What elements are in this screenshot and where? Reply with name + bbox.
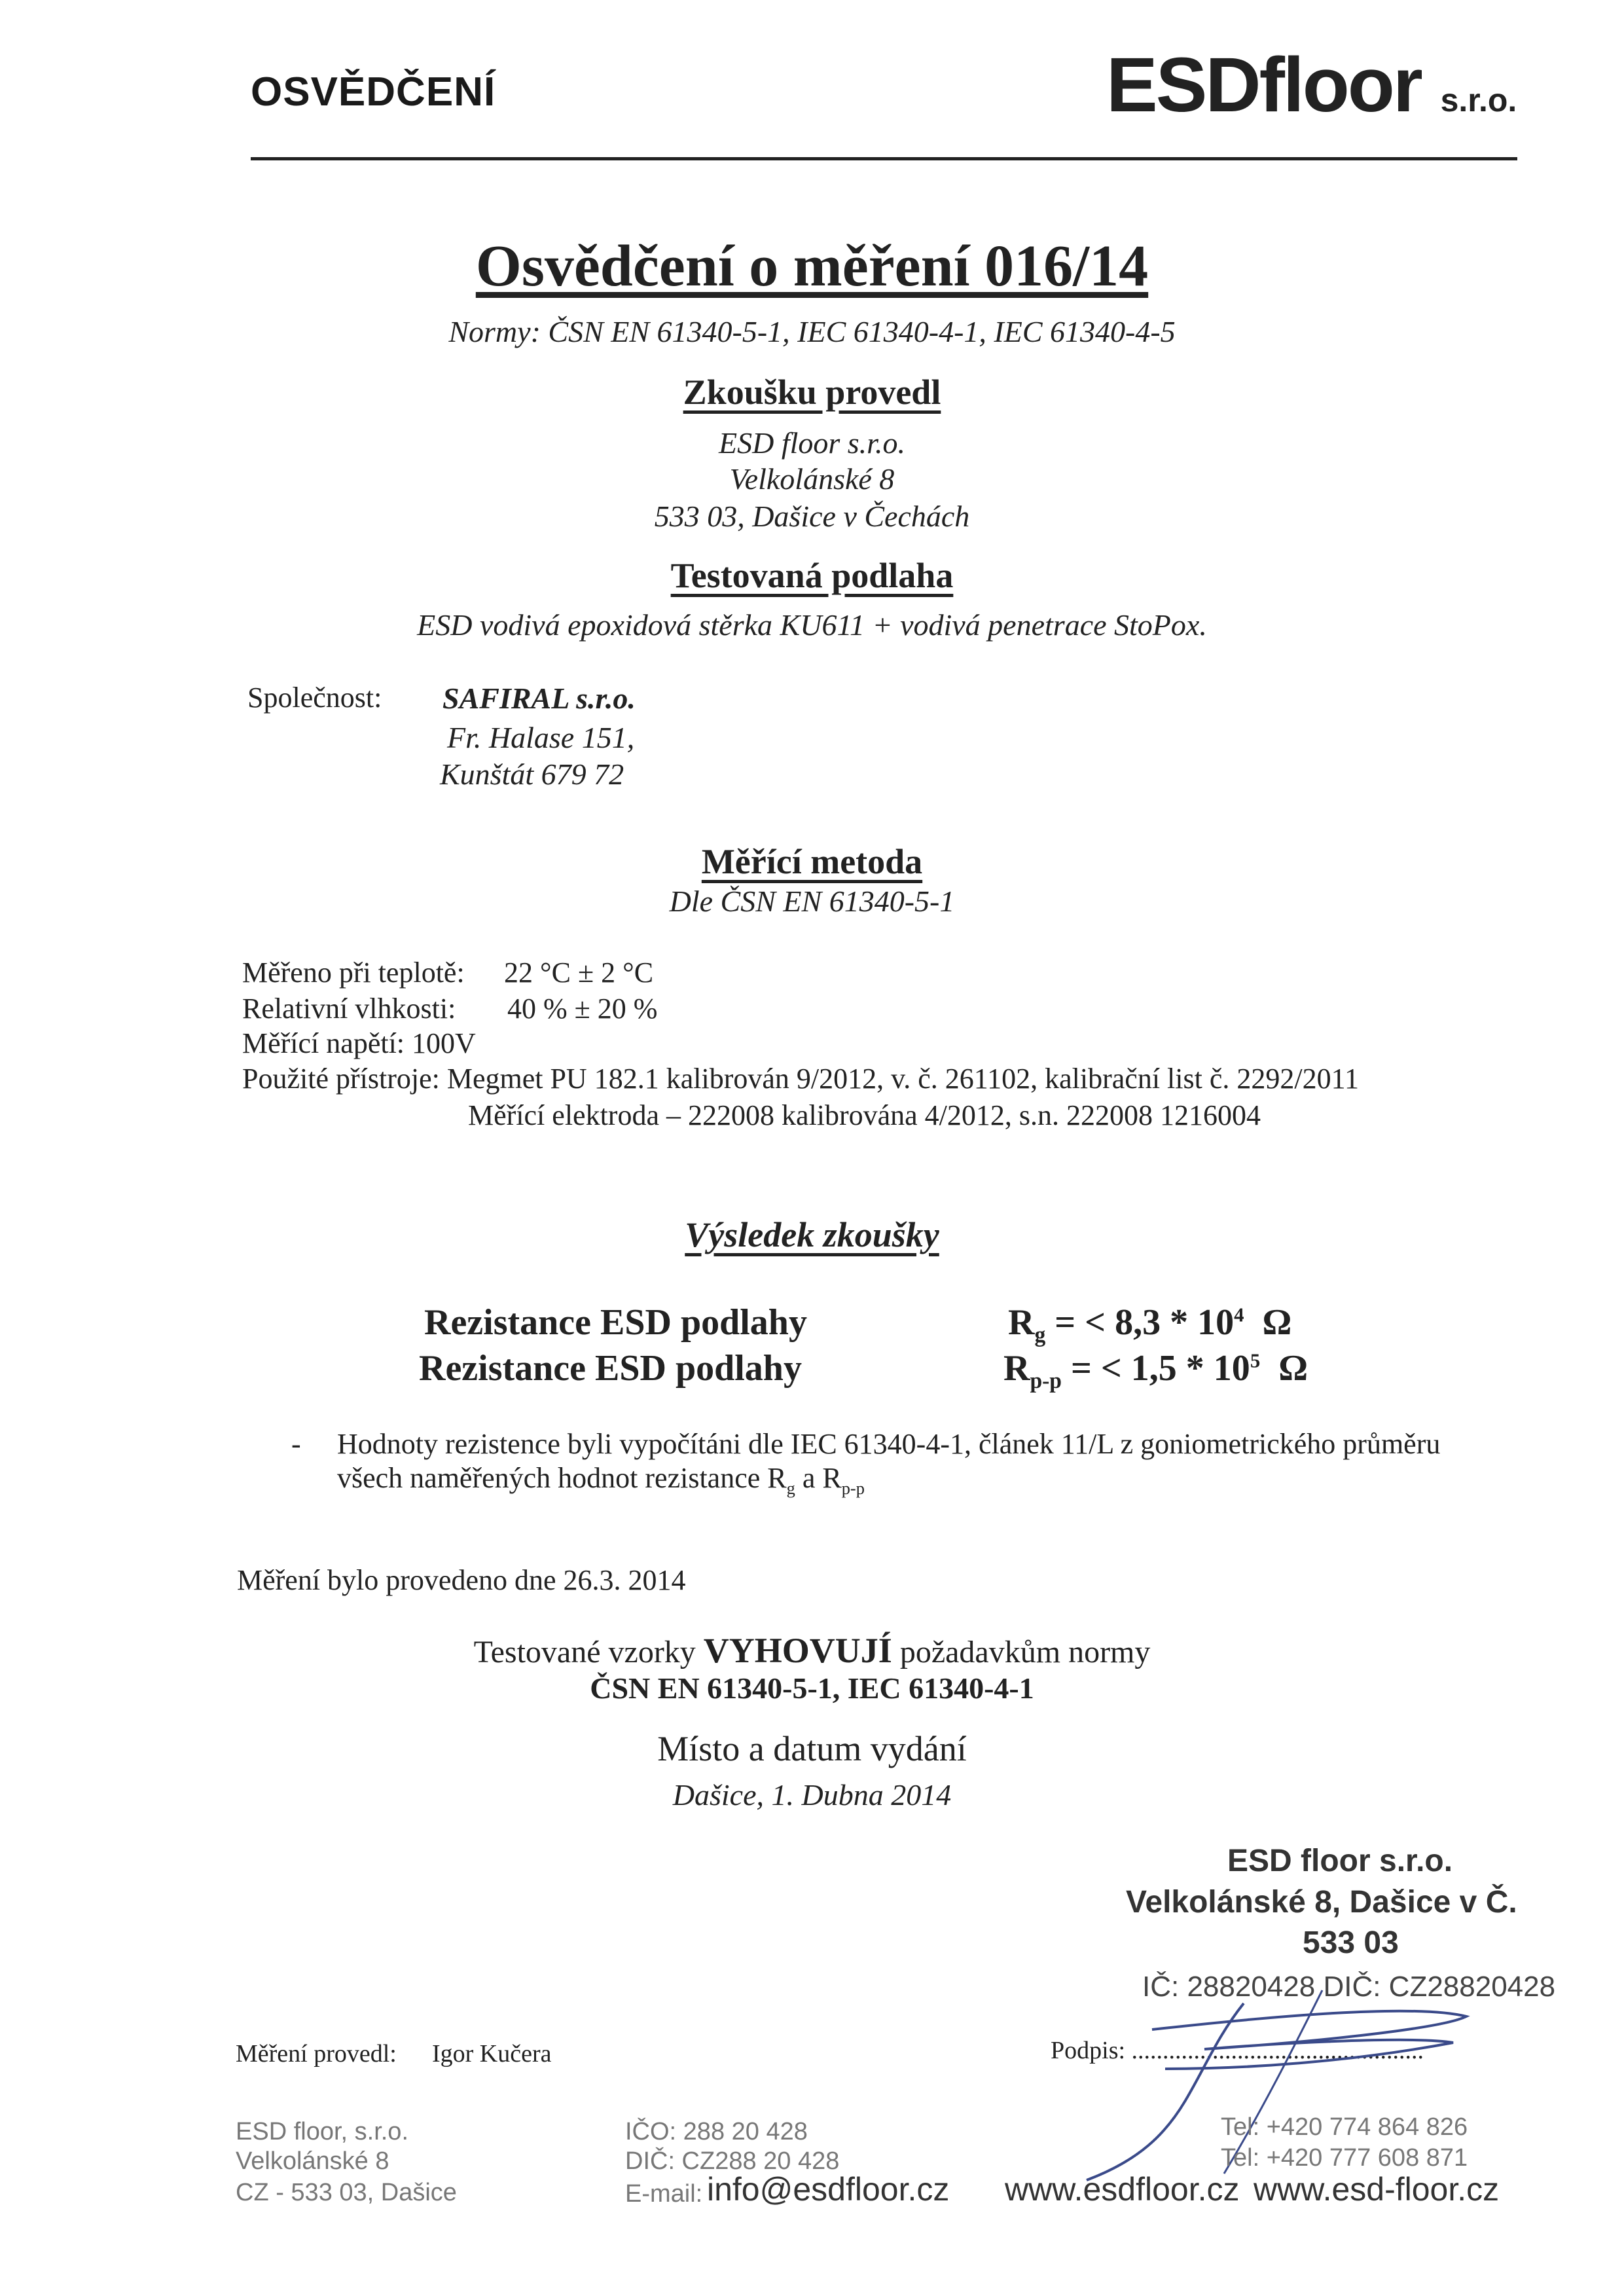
- result-row-1-label: Rezistance ESD podlahy: [424, 1302, 807, 1343]
- result-heading: Výsledek zkoušky: [685, 1215, 939, 1254]
- voltage-line: Měřící napětí: 100V: [242, 1027, 476, 1059]
- note-subscript-g: g: [786, 1478, 795, 1498]
- performed-by-heading: Zkoušku provedl: [683, 373, 941, 412]
- company-name: SAFIRAL s.r.o.: [442, 682, 636, 715]
- result-row-2-value: [1003, 1347, 1308, 1394]
- measured-by-label: Měření provedl:: [236, 2040, 397, 2068]
- exponent: 5: [1250, 1349, 1261, 1372]
- norms-line: Normy: ČSN EN 61340-5-1, IEC 61340-4-1, IEC 61340-4-5: [448, 315, 1176, 348]
- tested-floor-heading: Testovaná podlaha: [670, 556, 954, 595]
- footer-phone-1: Tel: +420 774 864 826: [1221, 2113, 1468, 2141]
- measured-by-name: Igor Kučera: [432, 2040, 552, 2068]
- temperature-label: Měřeno při teplotě:: [242, 957, 465, 989]
- footer-web-link-1[interactable]: www.esdfloor.cz: [1005, 2171, 1240, 2208]
- result-row-2-label: Rezistance ESD podlahy: [419, 1348, 802, 1389]
- electrode-line: Měřící elektroda – 222008 kalibrována 4/2012, s.n. 222008 1216004: [468, 1099, 1261, 1131]
- relation-text: = < 1,5 * 10: [1070, 1348, 1250, 1389]
- logo-main: ESDfloor: [1106, 42, 1421, 128]
- temperature-value: 22 °C ± 2 °C: [504, 957, 654, 989]
- document-title: Osvědčení o měření 016/14: [475, 234, 1149, 299]
- humidity-label: Relativní vlhkosti:: [242, 993, 456, 1025]
- footer-address-1: ESD floor, s.r.o.: [236, 2118, 408, 2145]
- tested-floor-text: ESD vodivá epoxidová stěrka KU611 + vodivá penetrace StoPox.: [417, 608, 1207, 642]
- note-line-1: Hodnoty rezistence byli vypočítáni dle IEC 61340-4-1, článek 11/L z goniometrického průměru: [337, 1428, 1441, 1460]
- footer-dic: DIČ: CZ288 20 428: [625, 2147, 840, 2175]
- result-row-1-value: [1008, 1302, 1291, 1348]
- performer-line-3: 533 03, Dašice v Čechách: [654, 500, 970, 533]
- verdict-result: VYHOVUJÍ: [703, 1631, 892, 1670]
- issue-value: Dašice, 1. Dubna 2014: [672, 1778, 952, 1812]
- company-logo: [1106, 41, 1517, 130]
- verdict-line: [0, 1630, 1624, 1671]
- measurement-date: Měření bylo provedeno dne 26.3. 2014: [237, 1564, 686, 1596]
- ohm-unit: Ω: [1278, 1348, 1308, 1389]
- header-divider: [251, 157, 1517, 160]
- stamp-line-3: 533 03: [1303, 1925, 1399, 1960]
- issue-label: Místo a datum vydání: [657, 1729, 967, 1768]
- company-street: Fr. Halase 151,: [447, 721, 635, 754]
- footer-address-3: CZ - 533 03, Dašice: [236, 2179, 457, 2206]
- footer-email-link[interactable]: info@esdfloor.cz: [707, 2171, 950, 2208]
- header-label: OSVĚDČENÍ: [251, 69, 496, 115]
- stamp-line-2: Velkolánské 8, Dašice v Č.: [1126, 1885, 1517, 1920]
- verdict-suffix: požadavkům normy: [892, 1635, 1151, 1669]
- r-subscript: g: [1034, 1323, 1046, 1348]
- method-heading: Měřící metoda: [701, 842, 923, 881]
- signature-label: Podpis: ...............................................: [1051, 2037, 1424, 2064]
- stamp-line-4: IČ: 28820428 DIČ: CZ28820428: [1142, 1971, 1556, 2003]
- note-text-mid: a R: [795, 1462, 842, 1494]
- relation-text: = < 8,3 * 10: [1055, 1302, 1235, 1343]
- method-text: Dle ČSN EN 61340-5-1: [669, 884, 955, 918]
- stamp-line-1: ESD floor s.r.o.: [1227, 1844, 1453, 1878]
- ohm-unit: Ω: [1262, 1302, 1292, 1343]
- logo-suffix: s.r.o.: [1440, 82, 1517, 118]
- note-text: všech naměřených hodnot rezistance R: [337, 1462, 787, 1494]
- footer-address-2: Velkolánské 8: [236, 2147, 389, 2175]
- performer-line-1: ESD floor s.r.o.: [719, 426, 905, 460]
- note-subscript-pp: p-p: [841, 1478, 865, 1498]
- r-subscript: p-p: [1030, 1369, 1062, 1394]
- verdict-prefix: Testované vzorky: [473, 1635, 704, 1669]
- note-dash: -: [291, 1428, 301, 1460]
- footer-phone-2: Tel: +420 777 608 871: [1221, 2144, 1468, 2172]
- r-symbol: R: [1003, 1348, 1030, 1389]
- performer-line-2: Velkolánské 8: [729, 462, 895, 496]
- footer-email-label: E-mail:: [625, 2180, 703, 2208]
- company-city: Kunštát 679 72: [440, 757, 624, 791]
- instruments-line: Použité přístroje: Megmet PU 182.1 kalibrován 9/2012, v. č. 261102, kalibrační list č. 2292/2011: [242, 1063, 1359, 1095]
- exponent: 4: [1234, 1303, 1244, 1326]
- verdict-standards: ČSN EN 61340-5-1, IEC 61340-4-1: [590, 1671, 1034, 1705]
- r-symbol: R: [1008, 1302, 1035, 1343]
- footer-ico: IČO: 288 20 428: [625, 2118, 808, 2145]
- humidity-value: 40 % ± 20 %: [507, 993, 658, 1025]
- footer-web-link-2[interactable]: www.esd-floor.cz: [1254, 2171, 1500, 2208]
- note-line-2: [337, 1461, 865, 1499]
- company-label: Společnost:: [247, 682, 382, 714]
